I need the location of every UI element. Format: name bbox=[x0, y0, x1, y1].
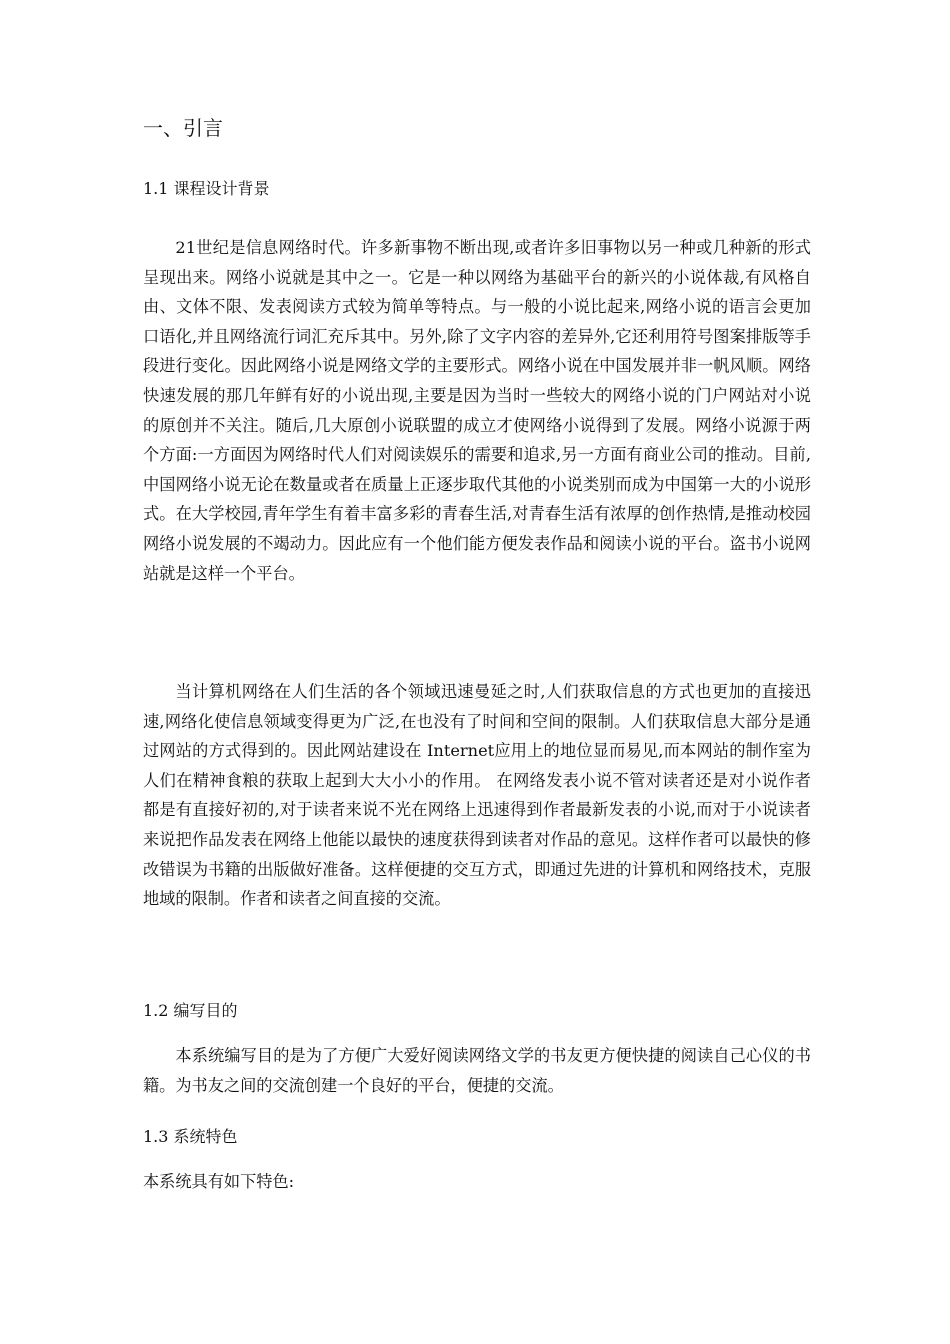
chapter-title: 一、引言 bbox=[143, 116, 223, 140]
paragraph-background-2: 当计算机网络在人们生活的各个领域迅速曼延之时,人们获取信息的方式也更加的直接迅速,网络化使信息领域变得更为广泛,在也没有了时间和空间的限制。人们获取信息大部分是通过网站的方式得到的。因此网站建设在 Internet应用上的地位显而易见,而本网站的制作室为人们在精神食粮的获取上起到大大小小的作用。 在网络发表小说不管对读者还是对小说作者都是有直接好初的,对于读者来说不光在网络上迅速得到作者最新发表的小说,而对于小说读者来说把作品发表在网络上他能以最快的速度获得到读者对作品的意见。这样作者可以最快的修改错误为书籍的出版做好准备。这样便捷的交互方式，即通过先进的计算机和网络技术，克服地域的限制。作者和读者之间直接的交流。 bbox=[143, 682, 811, 909]
paragraph-purpose: 本系统编写目的是为了方便广大爱好阅读网络文学的书友更方便快捷的阅读自己心仪的书籍。为书友之间的交流创建一个良好的平台，便捷的交流。 bbox=[143, 1046, 811, 1095]
paragraph-background-1: 21世纪是信息网络时代。许多新事物不断出现,或者许多旧事物以另一种或几种新的形式呈现出来。网络小说就是其中之一。它是一种以网络为基础平台的新兴的小说体裁,有风格自由、文体不限、发表阅读方式较为简单等特点。与一般的小说比起来,网络小说的语言会更加口语化,并且网络流行词汇充斥其中。另外,除了文字内容的差异外,它还利用符号图案排版等手段进行变化。因此网络小说是网络文学的主要形式。网络小说在中国发展并非一帆风顺。网络快速发展的那几年鲜有好的小说出现,主要是因为当时一些较大的网络小说的门户网站对小说的原创并不关注。随后,几大原创小说联盟的成立才使网络小说得到了发展。网络小说源于两个方面:一方面因为网络时代人们对阅读娱乐的需要和追求,另一方面有商业公司的推动。目前,中国网络小说无论在数量或者在质量上正逐步取代其他的小说类别而成为中国第一大的小说形式。在大学校园,青年学生有着丰富多彩的青春生活,对青春生活有浓厚的创作热情,是推动校园网络小说发展的不竭动力。因此应有一个他们能方便发表作品和阅读小说的平台。盗书小说网站就是这样一个平台。 bbox=[143, 238, 811, 583]
section-heading-1-1: 1.1 课程设计背景 bbox=[143, 179, 270, 198]
paragraph-features-intro: 本系统具有如下特色: bbox=[143, 1172, 295, 1191]
section-heading-1-2: 1.2 编写目的 bbox=[143, 1001, 238, 1020]
section-heading-1-3: 1.3 系统特色 bbox=[143, 1127, 238, 1146]
